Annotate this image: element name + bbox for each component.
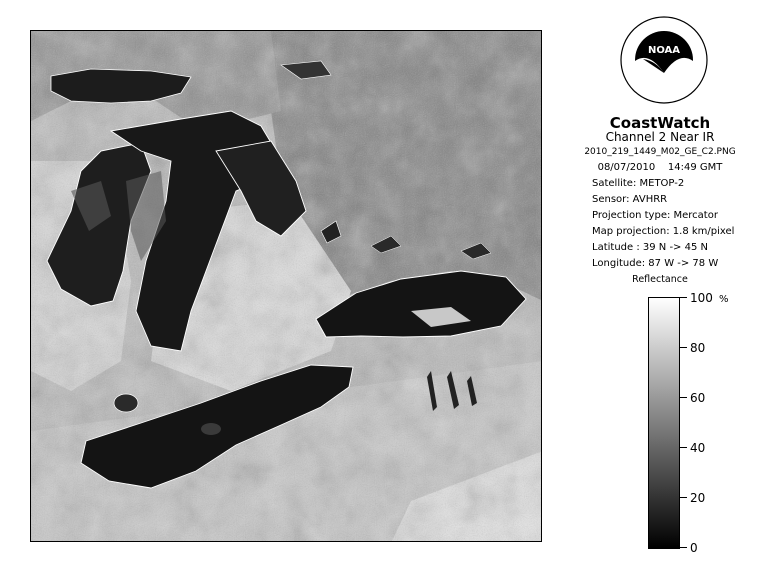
latitude-info: Latitude : 39 N -> 45 N (592, 242, 708, 253)
legend-unit: % (719, 294, 729, 305)
projection-type-info: Projection type: Mercator (592, 210, 718, 221)
colorbar-tick-label: 60 (690, 391, 706, 405)
erie-patch (201, 423, 221, 435)
sensor-info: Sensor: AVHRR (592, 194, 668, 205)
longitude-info: Longitude: 87 W -> 78 W (592, 258, 719, 269)
noaa-logo-text: NOAA (647, 45, 681, 56)
colorbar-tick (680, 347, 687, 348)
colorbar-tick (680, 397, 687, 398)
map-projection-info: Map projection: 1.8 km/pixel (592, 226, 735, 237)
colorbar-tick-label: 40 (690, 441, 706, 455)
colorbar-tick (680, 497, 687, 498)
image-timestamp: 08/07/2010 14:49 GMT (597, 162, 723, 173)
colorbar-tick-label: 0 (690, 541, 698, 555)
satellite-info: Satellite: METOP-2 (592, 178, 685, 189)
satellite-map (30, 30, 542, 542)
image-filename: 2010_219_1449_M02_GE_C2.PNG (584, 147, 736, 157)
legend-title: Reflectance (632, 274, 688, 285)
noaa-logo (619, 15, 709, 105)
app-title: CoastWatch (609, 114, 711, 132)
satellite-image (31, 31, 542, 542)
reflectance-colorbar (648, 297, 680, 549)
colorbar-tick-label: 20 (690, 491, 706, 505)
colorbar-tick (680, 547, 687, 548)
noaa-logo-icon (619, 15, 709, 105)
colorbar-tick-label: 100 (690, 291, 713, 305)
colorbar-tick (680, 297, 687, 298)
colorbar-tick-label: 80 (690, 341, 706, 355)
channel-subtitle: Channel 2 Near IR (605, 130, 715, 144)
colorbar-tick (680, 447, 687, 448)
lake-st-clair (114, 394, 138, 412)
